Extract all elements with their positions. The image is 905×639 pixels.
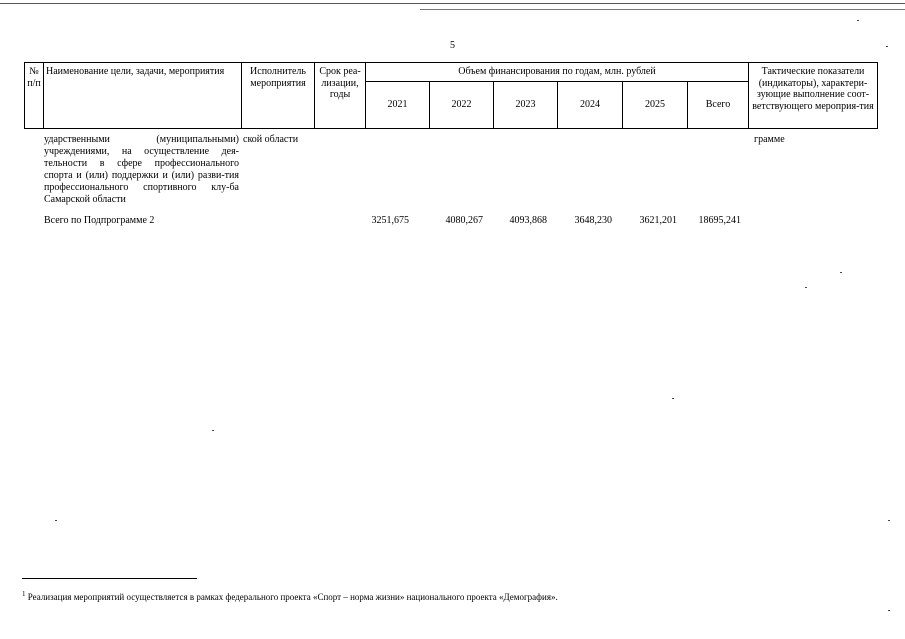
scan-speck xyxy=(840,272,842,273)
total-value-2023: 4093,868 xyxy=(509,215,547,226)
header-name: Наименование цели, задачи, мероприятия xyxy=(44,63,242,129)
scan-speck xyxy=(857,20,859,21)
footnote-mark: 1 xyxy=(22,590,26,598)
header-indicators: Тактические показатели (индикаторы), характери-зующие выполнение соот-ветствующего мероприя-тия xyxy=(749,63,878,129)
footnote-rule xyxy=(22,578,197,579)
header-year: 2025 xyxy=(623,81,688,128)
total-label: Всего по Подпрограмме 2 xyxy=(44,215,155,226)
scan-speck xyxy=(888,520,890,521)
header-num: № п/п xyxy=(25,63,44,129)
continuation-indicators: грамме xyxy=(754,134,785,145)
scan-speck xyxy=(886,46,888,47)
continuation-executor: ской области xyxy=(243,134,299,145)
total-value-2024: 3648,230 xyxy=(574,215,612,226)
footnote-text: Реализация мероприятий осуществляется в рамках федерального проекта «Спорт – норма жизни» национального проекта «Демография». xyxy=(27,592,558,602)
header-year: 2022 xyxy=(430,81,494,128)
scan-speck xyxy=(55,520,57,521)
header-total: Всего xyxy=(688,81,749,128)
scan-speck xyxy=(672,398,674,399)
scan-speck xyxy=(805,287,807,288)
total-value-2022: 4080,267 xyxy=(445,215,483,226)
header-year: 2023 xyxy=(494,81,558,128)
total-value-all: 18695,241 xyxy=(698,215,741,226)
header-executor: Исполнитель мероприятия xyxy=(242,63,315,129)
header-funding: Объем финансирования по годам, млн. рублей xyxy=(366,63,749,82)
top-rule-secondary xyxy=(420,9,905,10)
header-year: 2021 xyxy=(366,81,430,128)
continuation-description: ударственными (муниципальными) учреждениями, на осуществление дея-тельности в сфере профессионального спорта и (или) поддержки и (или) разви-тия профессионального спортивного клу-ба Самарской области xyxy=(44,134,239,205)
total-value-2025: 3621,201 xyxy=(639,215,677,226)
header-period: Срок реа-лизации, годы xyxy=(315,63,366,129)
header-year: 2024 xyxy=(558,81,623,128)
financing-table xyxy=(24,62,878,129)
scan-speck xyxy=(212,430,214,431)
page-number: 5 xyxy=(450,40,455,51)
scan-speck xyxy=(888,610,890,611)
total-value-2021: 3251,675 xyxy=(371,215,409,226)
top-rule xyxy=(0,3,905,4)
footnote xyxy=(22,590,558,602)
